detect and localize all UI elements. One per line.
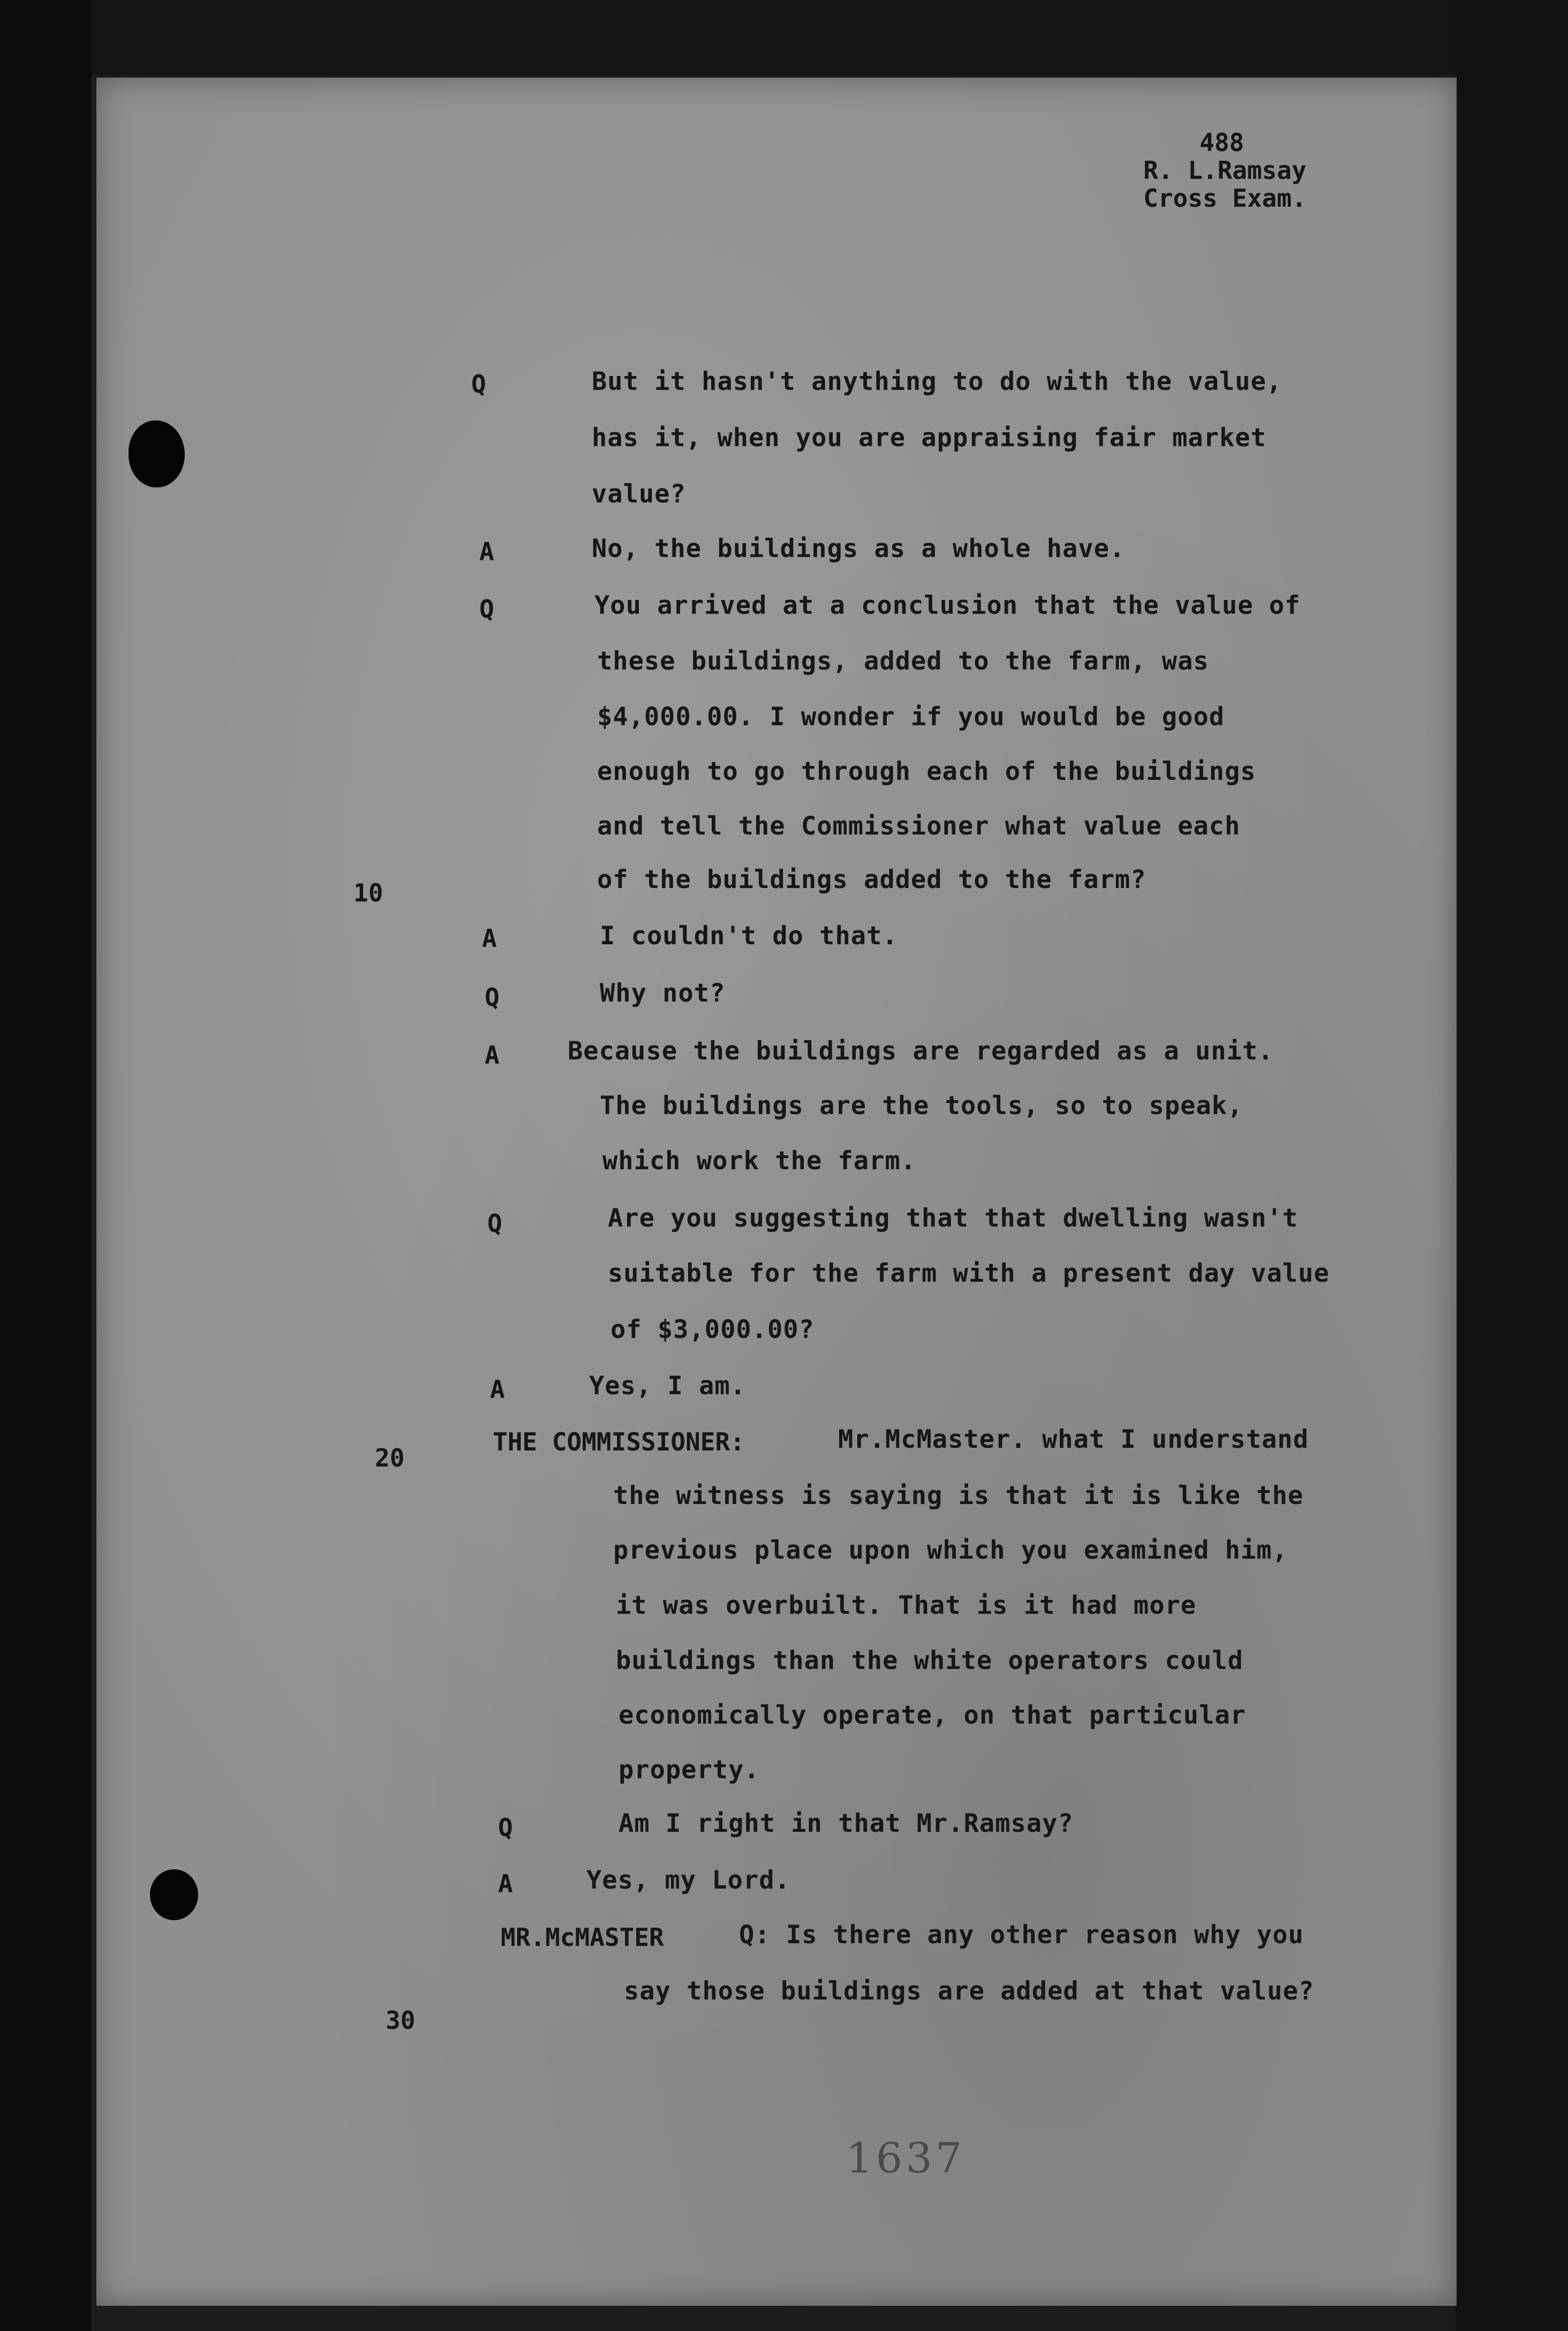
transcript-line: of the buildings added to the farm? bbox=[597, 865, 1147, 894]
transcript-line: Mr.McMaster. what I understand bbox=[838, 1425, 1309, 1454]
scan-border-left bbox=[0, 0, 91, 2331]
page-number: 488 bbox=[1200, 128, 1245, 157]
margin-line-number: 30 bbox=[386, 2006, 416, 2035]
transcript-line: enough to go through each of the buildings bbox=[597, 757, 1256, 786]
speaker-label: A bbox=[490, 1375, 505, 1404]
transcript-line: value? bbox=[592, 479, 686, 509]
transcript-line: it was overbuilt. That is it had more bbox=[616, 1591, 1196, 1620]
page-header bbox=[1143, 129, 1443, 212]
transcript-line: of $3,000.00? bbox=[610, 1315, 815, 1344]
transcript-line: previous place upon which you examined him, bbox=[613, 1536, 1288, 1565]
speaker-label: MR.McMASTER bbox=[501, 1923, 664, 1952]
transcript-line: Are you suggesting that that dwelling wasn't bbox=[608, 1204, 1299, 1233]
scan-border-top bbox=[0, 0, 1568, 75]
margin-line-number: 10 bbox=[353, 878, 383, 907]
transcript-line: $4,000.00. I wonder if you would be good bbox=[597, 702, 1225, 732]
speaker-label: Q bbox=[471, 370, 486, 398]
examination-type: Cross Exam. bbox=[1143, 184, 1307, 213]
archive-stamp-number: 1637 bbox=[846, 2134, 966, 2183]
transcript-line: The buildings are the tools, so to speak, bbox=[600, 1091, 1243, 1121]
speaker-label: A bbox=[498, 1869, 513, 1898]
transcript-line: Yes, I am. bbox=[589, 1371, 746, 1401]
transcript-line: and tell the Commissioner what value each bbox=[597, 811, 1241, 841]
transcript-line: these buildings, added to the farm, was bbox=[597, 646, 1209, 676]
punch-hole-bottom bbox=[150, 1869, 198, 1920]
speaker-label: A bbox=[479, 537, 494, 566]
transcript-line: property. bbox=[619, 1755, 760, 1785]
speaker-label: Q bbox=[487, 1209, 502, 1238]
speaker-label: A bbox=[482, 924, 497, 953]
transcript-line: Q: Is there any other reason why you bbox=[739, 1920, 1304, 1950]
speaker-label: Q bbox=[498, 1813, 513, 1842]
speaker-label: Q bbox=[485, 983, 500, 1012]
transcript-line: Because the buildings are regarded as a unit. bbox=[568, 1036, 1274, 1066]
transcript-line: Yes, my Lord. bbox=[586, 1866, 790, 1895]
transcript-line: economically operate, on that particular bbox=[619, 1701, 1246, 1730]
transcript-line: Am I right in that Mr.Ramsay? bbox=[619, 1809, 1074, 1838]
document-page bbox=[96, 78, 1457, 2306]
transcript-line: has it, when you are appraising fair market bbox=[592, 423, 1267, 453]
speaker-label: Q bbox=[479, 595, 494, 623]
transcript-line: Why not? bbox=[600, 979, 726, 1008]
transcript-line: the witness is saying is that it is like the bbox=[613, 1481, 1304, 1510]
transcript-line: which work the farm. bbox=[602, 1146, 916, 1176]
scan-border-right bbox=[1456, 0, 1568, 2331]
punch-hole-top bbox=[129, 420, 185, 487]
transcript-line: suitable for the farm with a present day value bbox=[608, 1259, 1330, 1288]
margin-line-number: 20 bbox=[375, 1443, 405, 1472]
transcript-line: But it hasn't anything to do with the value, bbox=[592, 367, 1283, 396]
transcript-line: buildings than the white operators could bbox=[616, 1646, 1243, 1675]
speaker-label: A bbox=[485, 1041, 500, 1070]
transcript-line: You arrived at a conclusion that the value of bbox=[594, 591, 1301, 620]
transcript-line: say those buildings are added at that value? bbox=[624, 1976, 1315, 2006]
transcript-line: No, the buildings as a whole have. bbox=[592, 534, 1126, 563]
transcript-line: I couldn't do that. bbox=[600, 921, 898, 951]
speaker-label: THE COMMISSIONER: bbox=[493, 1427, 745, 1456]
witness-name: R. L.Ramsay bbox=[1143, 156, 1307, 185]
